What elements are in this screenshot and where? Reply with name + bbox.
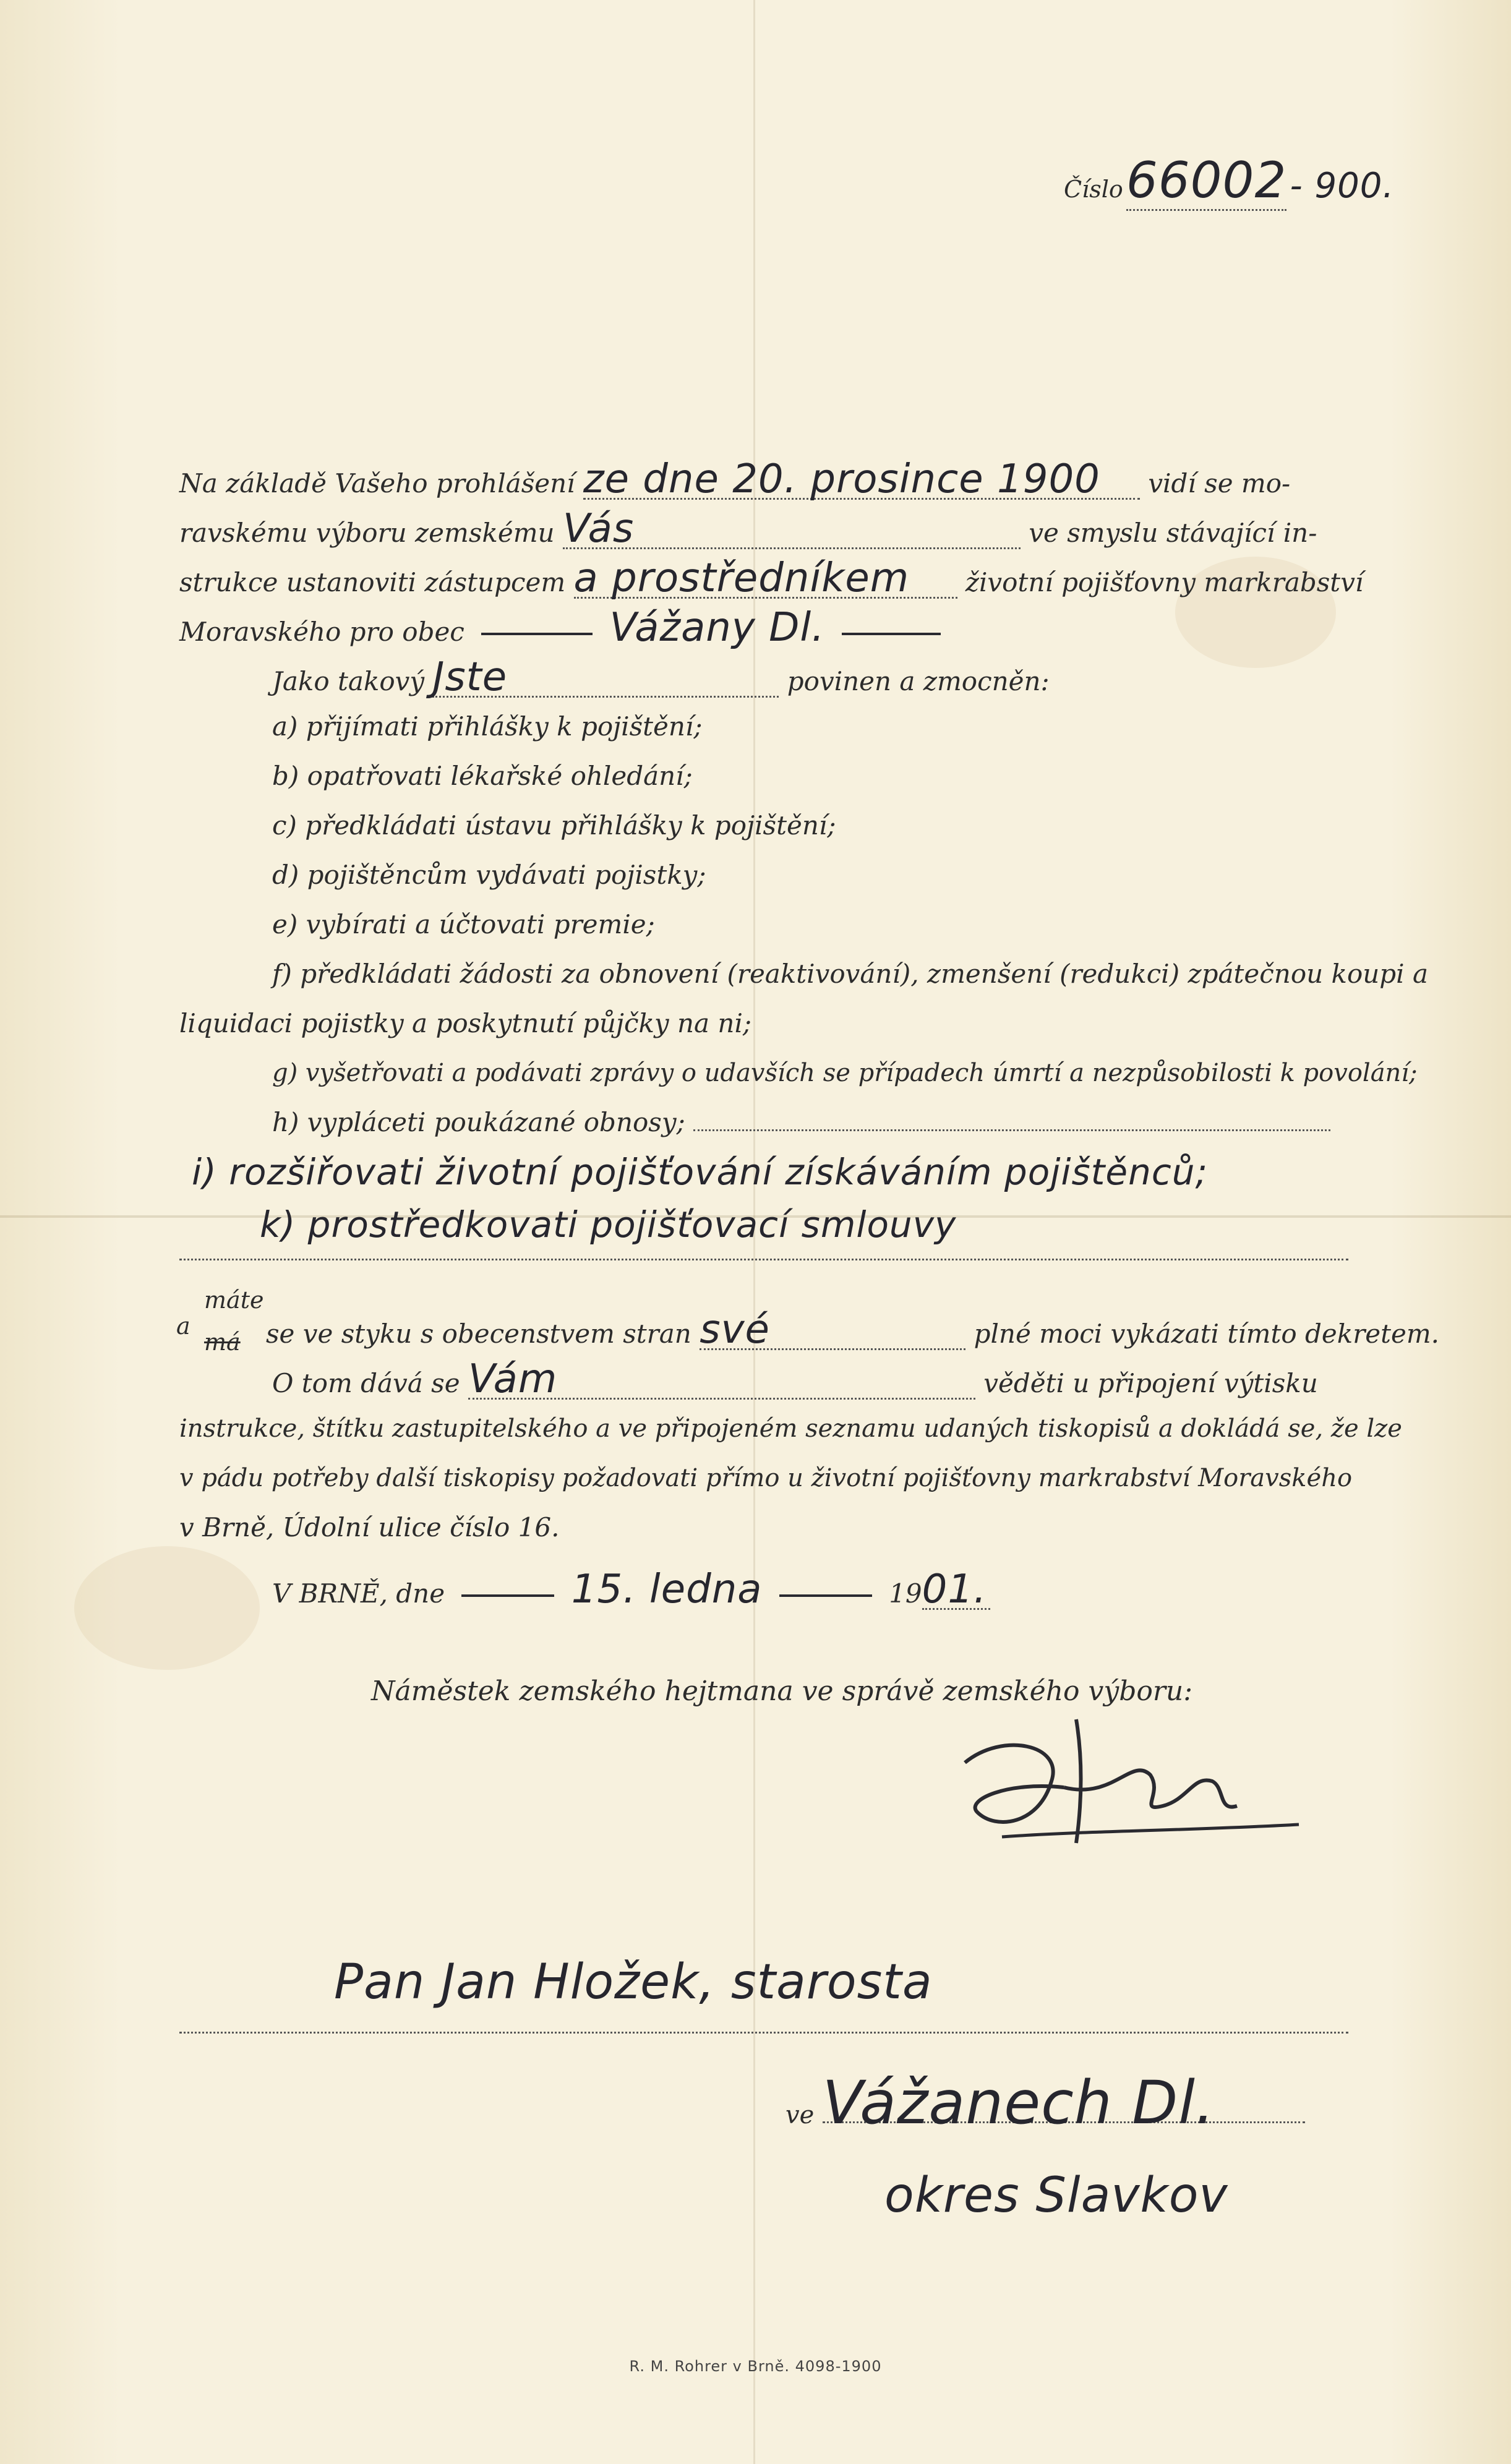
address-preposition: ve — [785, 2101, 815, 2129]
date-line — [272, 1567, 1441, 1612]
handwritten-date: 15. ledna — [571, 1567, 763, 1612]
handwritten-pronoun: Vám — [468, 1361, 975, 1400]
duty-item-h-line — [272, 1104, 1441, 1141]
handwritten-role: a prostředníkem — [574, 560, 957, 599]
dash-line — [779, 1594, 872, 1597]
document-number — [1064, 152, 1394, 211]
text-line-2 — [179, 506, 1348, 552]
duty-item-e: e) vybírati a účtovati premie; — [272, 909, 655, 939]
blank-line — [693, 1129, 1330, 1131]
number-label: Číslo — [1064, 176, 1123, 203]
number-value: 66002 — [1126, 152, 1287, 211]
text-segment: O tom dává se — [272, 1368, 460, 1398]
duty-item-c: c) předkládati ústavu přihlášky k pojištění; — [272, 810, 836, 841]
text-segment: životní pojišťovny markrabství — [965, 567, 1364, 597]
address-line-3: okres Slavkov — [884, 2168, 1228, 2223]
dash-line — [481, 633, 593, 635]
text-line-9: v pádu potřeby další tiskopisy požadovati přímo u životní pojišťovny markrabství Moravského — [179, 1464, 1353, 1492]
address-line-1: Pan Jan Hložek, starosta — [334, 1954, 933, 2010]
handwritten-pronoun: své — [700, 1311, 965, 1350]
handwritten-year: 01. — [922, 1571, 990, 1610]
duty-item-d: d) pojištěncům vydávati pojistky; — [272, 860, 706, 890]
text-line-1 — [179, 456, 1348, 502]
address-dotted-line — [179, 2032, 1348, 2034]
text-line-4 — [179, 605, 1348, 651]
date-label: V BRNĚ, dne — [272, 1578, 445, 1609]
text-segment: se ve styku s obecenstvem stran — [266, 1319, 691, 1349]
handwritten-town: Vážanech Dl. — [823, 2084, 1305, 2123]
handwritten-item-i: i) rozšiřovati životní pojišťování získáváním pojištěnců; — [192, 1151, 1209, 1193]
duty-item-a: a) přijímati přihlášky k pojištění; — [272, 711, 703, 742]
text-line-8: instrukce, štítku zastupitelského a ve připojeném seznamu udaných tiskopisů a dokládá se, že lze — [179, 1414, 1402, 1443]
text-segment: Jako takový — [272, 666, 425, 696]
handwritten-verb: Jste — [432, 659, 779, 698]
handwritten-item-k: k) prostředkovati pojišťovací smlouvy — [260, 1204, 957, 1246]
mate-option: máte — [204, 1286, 264, 1314]
dash-line — [842, 633, 941, 635]
paper-stain — [74, 1546, 260, 1670]
number-suffix: - 900. — [1290, 166, 1395, 206]
duty-item-b: b) opatřovati lékařské ohledání; — [272, 761, 693, 791]
ma-option-struck: má — [204, 1328, 241, 1356]
text-line-6 — [266, 1307, 1440, 1353]
address-line-2 — [785, 2068, 1342, 2137]
handwritten-addressee: Vás — [563, 510, 1021, 549]
text-segment: plné moci vykázati tímto dekretem. — [974, 1319, 1440, 1349]
year-prefix: 19 — [889, 1578, 922, 1609]
text-line-7 — [272, 1356, 1348, 1402]
handwritten-signature — [928, 1707, 1311, 1893]
mate-prefix: a — [176, 1312, 190, 1340]
dash-line — [461, 1594, 554, 1597]
text-segment: ravskému výboru zemskému — [179, 518, 555, 548]
text-segment: ve smyslu stávající in- — [1029, 518, 1317, 548]
duty-item-g: g) vyšetřovati a podávati zprávy o udavších se případech úmrtí a nezpůsobilosti k povolání; — [272, 1059, 1418, 1087]
text-segment: Na základě Vašeho prohlášení — [179, 468, 575, 498]
duty-item-h: h) vypláceti poukázané obnosy; — [272, 1107, 685, 1137]
printer-imprint: R. M. Rohrer v Brně. 4098-1900 — [629, 2358, 882, 2375]
signature-title: Náměstek zemského hejtmana ve správě zemského výboru: — [371, 1675, 1193, 1707]
handwritten-date-declaration: ze dne 20. prosince 1900 — [583, 461, 1140, 500]
blank-line — [179, 1259, 1348, 1260]
handwritten-municipality: Vážany Dl. — [609, 605, 825, 651]
text-segment: povinen a zmocněn: — [787, 666, 1050, 696]
text-segment: strukce ustanoviti zástupcem — [179, 567, 566, 597]
text-line-3 — [179, 555, 1364, 601]
text-line-10: v Brně, Údolní ulice číslo 16. — [179, 1512, 560, 1542]
text-segment: vidí se mo- — [1148, 468, 1291, 498]
text-segment: věděti u připojení výtisku — [983, 1368, 1318, 1398]
duty-item-f: f) předkládati žádosti za obnovení (reaktivování), zmenšení (redukci) zpátečnou koupi a — [272, 959, 1428, 989]
text-line-5 — [272, 654, 1348, 700]
duty-item-f-cont: liquidaci pojistky a poskytnutí půjčky na ni; — [179, 1008, 752, 1038]
text-segment: Moravského pro obec — [179, 617, 464, 647]
